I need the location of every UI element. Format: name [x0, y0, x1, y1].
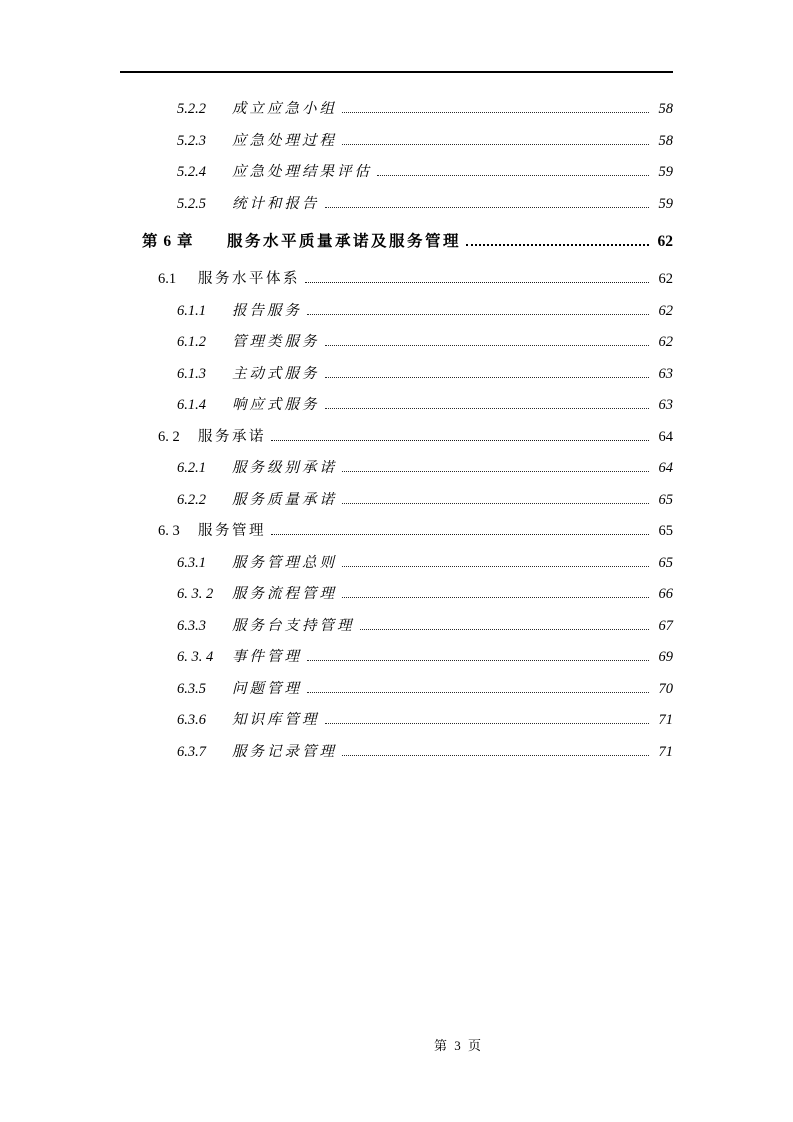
toc-entry-page: 65	[658, 523, 673, 539]
toc-entry[interactable]	[120, 705, 673, 737]
dot-leader	[342, 144, 649, 145]
toc-entry-title: 响应式服务	[232, 397, 320, 413]
page-footer	[0, 1036, 793, 1056]
toc-entry[interactable]	[120, 390, 673, 422]
toc-entry[interactable]	[120, 548, 673, 580]
dot-leader	[466, 244, 649, 246]
dot-leader	[307, 314, 649, 315]
header-rule	[120, 71, 673, 73]
toc-entry-title: 问题管理	[232, 680, 302, 697]
dot-leader	[271, 534, 649, 535]
dot-leader	[342, 755, 649, 756]
toc-entry-page: 64	[658, 428, 673, 445]
toc-entry-page: 67	[658, 617, 673, 634]
toc-entry[interactable]	[120, 126, 673, 158]
toc-entry-number: 6.3.1	[177, 554, 206, 571]
toc-entry-page: 65	[658, 554, 673, 571]
toc-entry-number: 6. 3	[158, 523, 180, 539]
toc-entry-title: 成立应急小组	[232, 101, 337, 117]
toc-entry-page: 62	[658, 334, 673, 350]
toc-entry[interactable]	[120, 327, 673, 359]
toc-entry-number: 6. 2	[158, 428, 180, 445]
toc-entry[interactable]	[120, 674, 673, 706]
toc-entry-title: 服务管理总则	[232, 554, 337, 571]
toc-entry-page: 63	[658, 397, 673, 413]
toc-entry-number: 第 6 章	[142, 233, 194, 250]
toc-entry-title: 管理类服务	[232, 334, 320, 350]
toc-entry-number: 6.3.3	[177, 617, 206, 634]
toc-entry-page: 64	[658, 460, 673, 476]
toc-entry-page: 66	[658, 586, 673, 602]
toc-entry-number: 5.2.2	[177, 101, 206, 117]
dot-leader	[360, 629, 650, 630]
toc-entry-title: 服务记录管理	[232, 743, 337, 760]
toc-entry-number: 6.2.2	[177, 491, 206, 508]
toc-entry-title: 服务管理	[198, 523, 266, 539]
toc-entry-page: 69	[658, 649, 673, 665]
dot-leader	[271, 440, 649, 441]
toc-entry[interactable]	[120, 642, 673, 674]
dot-leader	[342, 112, 649, 113]
toc-entry-title: 服务台支持管理	[232, 617, 355, 634]
toc-entry-number: 6.3.5	[177, 680, 206, 697]
toc-entry-number: 6.1	[158, 271, 177, 287]
toc-entry-title: 服务水平质量承诺及服务管理	[227, 233, 462, 250]
dot-leader	[307, 660, 649, 661]
toc-entry-number: 6. 3. 2	[177, 586, 214, 602]
toc-entry-number: 6.1.2	[177, 334, 206, 350]
toc-entry[interactable]	[120, 264, 673, 296]
toc-entry-page: 59	[658, 195, 673, 212]
toc-entry-number: 5.2.4	[177, 164, 206, 180]
dot-leader	[325, 723, 650, 724]
toc-entry-page: 70	[658, 680, 673, 697]
toc-entry[interactable]	[120, 94, 673, 126]
toc-entry[interactable]	[120, 611, 673, 643]
dot-leader	[342, 597, 649, 598]
toc-entry-title: 事件管理	[232, 649, 302, 665]
toc-entry-title: 统计和报告	[232, 195, 320, 212]
toc-entry[interactable]	[120, 485, 673, 517]
toc-entry-title: 服务流程管理	[232, 586, 337, 602]
toc-entry-title: 应急处理过程	[232, 132, 337, 149]
toc-entry-title: 服务质量承诺	[232, 491, 337, 508]
toc-entry-page: 71	[658, 743, 673, 760]
toc-entry-title: 知识库管理	[232, 712, 320, 728]
toc-entry-page: 62	[658, 271, 673, 287]
toc-entry-page: 63	[658, 365, 673, 382]
toc-entry[interactable]	[120, 516, 673, 548]
dot-leader	[377, 175, 649, 176]
toc-entry-title: 服务承诺	[198, 428, 266, 445]
toc-entry-number: 6.3.6	[177, 712, 206, 728]
page-number-label: 第 3 页	[434, 1038, 484, 1053]
toc-entry[interactable]	[120, 189, 673, 221]
dot-leader	[305, 282, 649, 283]
dot-leader	[307, 692, 649, 693]
toc-entry-title: 报告服务	[232, 302, 302, 319]
toc-entry-page: 65	[658, 491, 673, 508]
toc-entry-page: 58	[658, 101, 673, 117]
toc-entry[interactable]	[120, 422, 673, 454]
dot-leader	[342, 566, 649, 567]
toc-entry[interactable]	[120, 220, 673, 264]
toc-entry[interactable]	[120, 359, 673, 391]
dot-leader	[342, 471, 649, 472]
dot-leader	[325, 207, 650, 208]
toc-entry-title: 应急处理结果评估	[232, 164, 372, 180]
toc-entry-title: 主动式服务	[232, 365, 320, 382]
toc-entry[interactable]	[120, 296, 673, 328]
toc-entry-page: 71	[658, 712, 673, 728]
toc-entry-title: 服务水平体系	[198, 271, 300, 287]
toc-entry[interactable]	[120, 157, 673, 189]
toc-entry-number: 6.2.1	[177, 460, 206, 476]
toc-entry[interactable]	[120, 579, 673, 611]
toc-entry-number: 6.3.7	[177, 743, 206, 760]
toc-entry-number: 6. 3. 4	[177, 649, 214, 665]
toc-entry-page: 58	[658, 132, 673, 149]
table-of-contents	[120, 94, 673, 768]
dot-leader	[325, 408, 650, 409]
toc-entry-page: 62	[657, 233, 673, 250]
toc-entry-number: 5.2.5	[177, 195, 206, 212]
dot-leader	[325, 377, 650, 378]
toc-entry-page: 59	[658, 164, 673, 180]
toc-entry-number: 5.2.3	[177, 132, 206, 149]
dot-leader	[342, 503, 649, 504]
toc-entry-title: 服务级别承诺	[232, 460, 337, 476]
toc-entry[interactable]	[120, 453, 673, 485]
toc-entry-number: 6.1.1	[177, 302, 206, 319]
toc-entry-number: 6.1.4	[177, 397, 206, 413]
toc-entry-number: 6.1.3	[177, 365, 206, 382]
dot-leader	[325, 345, 650, 346]
toc-entry-page: 62	[658, 302, 673, 319]
toc-entry[interactable]	[120, 737, 673, 769]
